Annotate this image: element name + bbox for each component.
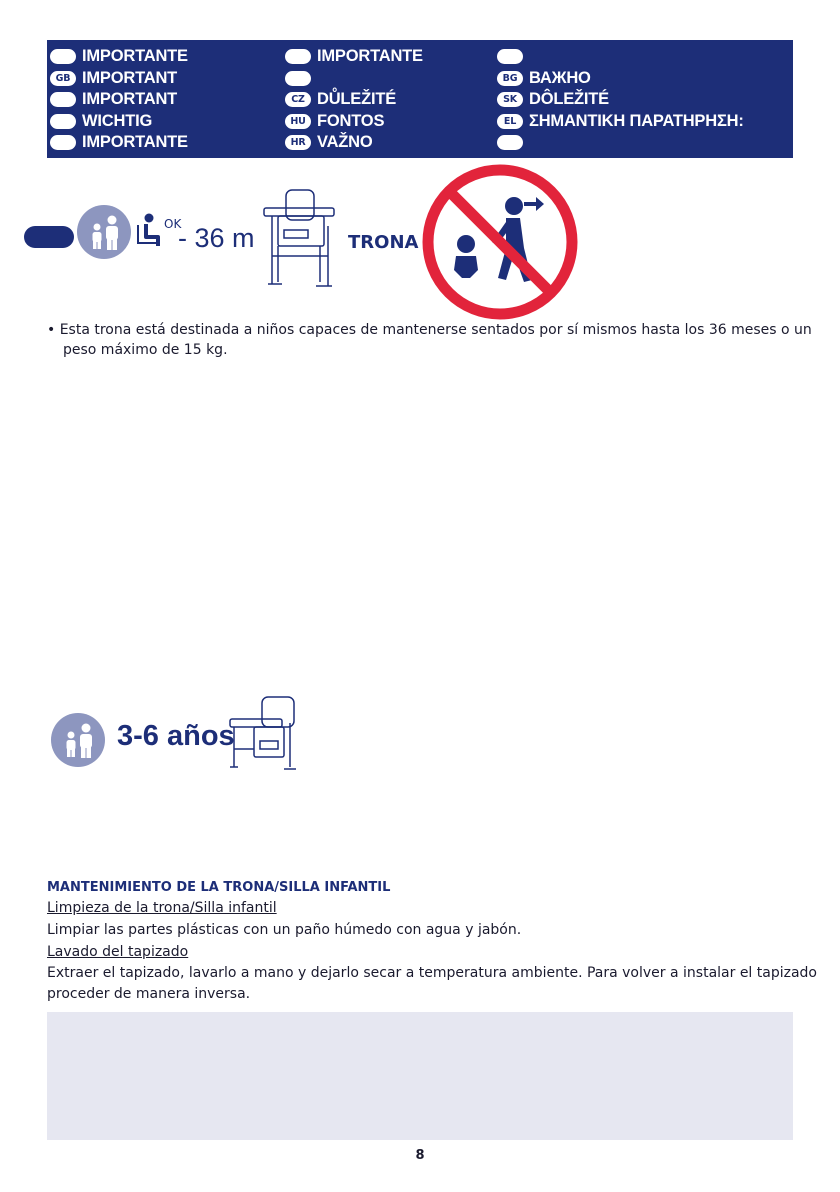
- language-label: DŮLEŽITÉ: [317, 90, 397, 109]
- language-row: [497, 111, 744, 133]
- cleaning-subheading: Limpieza de la trona/Silla infantil: [47, 900, 277, 916]
- language-badge: [285, 71, 311, 86]
- upholstery-subheading: Lavado del tapizado: [47, 944, 189, 960]
- language-column-2: [285, 46, 423, 154]
- page-number: 8: [415, 1148, 425, 1163]
- language-badge: [50, 49, 76, 64]
- highchair-age-label: - 36 m: [178, 223, 255, 253]
- language-row: [50, 89, 188, 111]
- language-badge: [497, 135, 523, 150]
- language-row: [50, 132, 188, 154]
- language-label: ВАЖНО: [529, 68, 591, 87]
- maintenance-title: MANTENIMIENTO DE LA TRONA/SILLA INFANTIL: [47, 880, 391, 895]
- language-label: IMPORTANTE: [82, 133, 188, 152]
- parent-child-icon: [77, 205, 131, 259]
- language-badge: [50, 135, 76, 150]
- language-badge: [50, 92, 76, 107]
- language-label: IMPORTANT: [82, 68, 178, 87]
- language-badge: HR: [285, 135, 311, 150]
- language-row: [497, 89, 744, 111]
- language-header-band: [47, 40, 793, 158]
- language-row: [50, 111, 188, 133]
- language-row: [285, 46, 423, 68]
- age-group-icon: [77, 205, 131, 259]
- children-chair-age-label: 3-6 años: [117, 720, 235, 752]
- highchair-name: TRONA: [348, 232, 419, 253]
- language-row: [285, 111, 423, 133]
- children-chair-illustration: [224, 693, 304, 773]
- language-label: DÔLEŽITÉ: [529, 90, 609, 109]
- language-badge: SK: [497, 92, 523, 107]
- language-row: [285, 68, 423, 90]
- notes-panel: [47, 1012, 793, 1140]
- language-row: [285, 89, 423, 111]
- highchair-usage-note: [47, 320, 812, 360]
- language-label: IMPORTANTE: [82, 47, 188, 66]
- language-badge: [50, 114, 76, 129]
- language-badge: [497, 49, 523, 64]
- highchair-usage-line: peso máximo de 15 kg.: [63, 342, 228, 358]
- highchair-illustration: [258, 186, 338, 290]
- cleaning-text: Limpiar las partes plásticas con un paño húmedo con agua y jabón.: [47, 922, 522, 938]
- language-label: IMPORTANT: [82, 90, 178, 109]
- language-label: WICHTIG: [82, 111, 153, 130]
- language-column-3: [497, 46, 744, 154]
- language-badge: BG: [497, 71, 523, 86]
- ok-label: OK: [164, 217, 182, 231]
- language-pill-icon: [24, 226, 74, 248]
- language-label: VAŽNO: [317, 133, 373, 152]
- language-row: [497, 46, 744, 68]
- upholstery-text: Extraer el tapizado, lavarlo a mano y dejarlo secar a temperatura ambiente. Para volver a instalar el tapizado: [47, 965, 817, 981]
- language-column-1: [50, 46, 188, 154]
- language-badge: CZ: [285, 92, 311, 107]
- language-label: ΣΗΜΑΝΤΙΚΗ ΠΑΡΑΤΗΡΗΣΗ:: [529, 111, 744, 130]
- language-row: [497, 132, 744, 154]
- language-badge: [285, 49, 311, 64]
- language-label: IMPORTANTE: [317, 47, 423, 66]
- prohibited-leave-child-icon: [420, 162, 580, 322]
- language-row: [497, 68, 744, 90]
- language-badge: HU: [285, 114, 311, 129]
- language-row: [50, 68, 188, 90]
- age-group-icon: [51, 713, 105, 767]
- language-row: [50, 46, 188, 68]
- language-row: [285, 132, 423, 154]
- upholstery-text: proceder de manera inversa.: [47, 986, 251, 1002]
- language-label: FONTOS: [317, 111, 385, 130]
- language-badge: GB: [50, 71, 76, 86]
- highchair-usage-line: • Esta trona está destinada a niños capaces de mantenerse sentados por sí mismos hasta los 36 meses o un: [47, 322, 812, 338]
- parent-child-icon: [51, 713, 105, 767]
- sitting-child-icon: [134, 213, 166, 249]
- language-badge: EL: [497, 114, 523, 129]
